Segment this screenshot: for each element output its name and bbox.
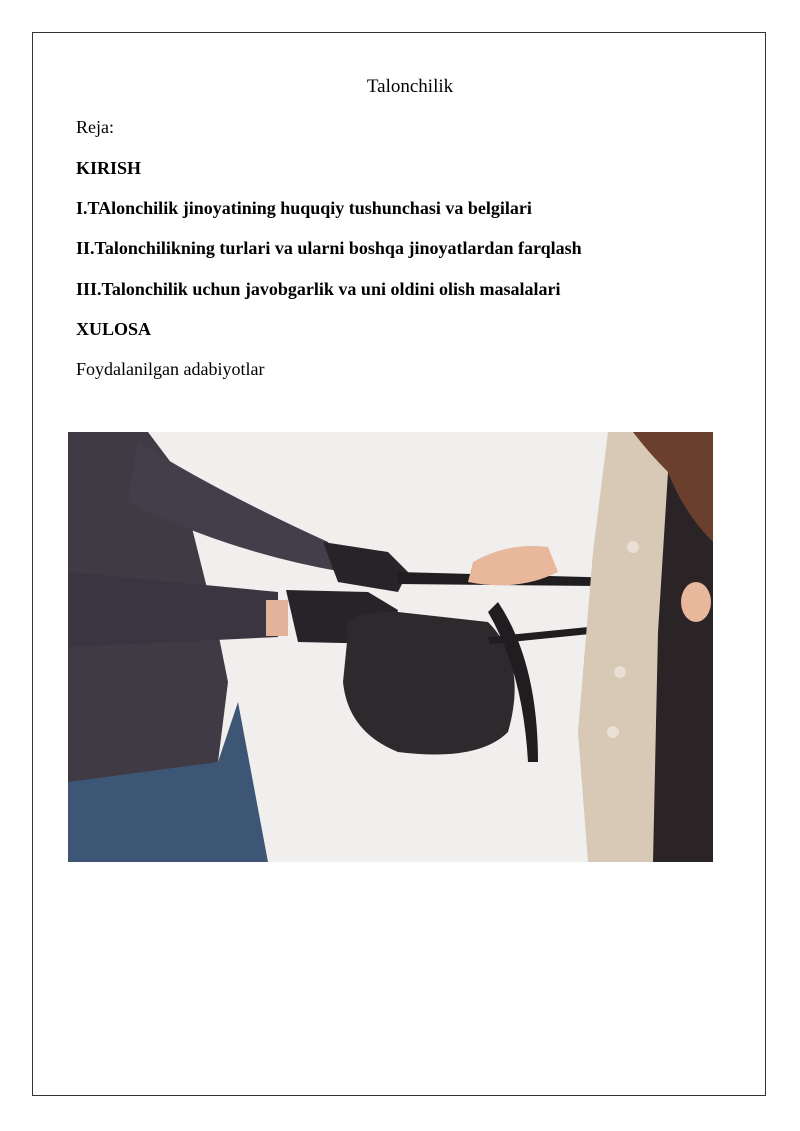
thief-wrist xyxy=(266,600,288,636)
document-title: Talonchilik xyxy=(366,76,454,97)
toc-section-1: I.TAlonchilik jinoyatining huquqiy tushunchasi va belgilari xyxy=(76,198,532,218)
bag xyxy=(343,612,515,755)
coat-button xyxy=(607,726,619,738)
coat-button xyxy=(614,666,626,678)
toc-section-3: III.Talonchilik uchun javobgarlik va uni oldini olish masalalari xyxy=(76,279,561,299)
toc-intro: KIRISH xyxy=(76,158,142,178)
coat-button xyxy=(627,541,639,553)
toc-section-2: II.Talonchilikning turlari va ularni boshqa jinoyatlardan farqlash xyxy=(76,238,582,258)
plan-label: Reja: xyxy=(76,117,114,137)
toc-conclusion: XULOSA xyxy=(76,319,152,339)
victim-hand-2 xyxy=(681,582,711,622)
toc-references: Foydalanilgan adabiyotlar xyxy=(76,359,265,379)
bag-snatching-photo xyxy=(68,432,713,862)
